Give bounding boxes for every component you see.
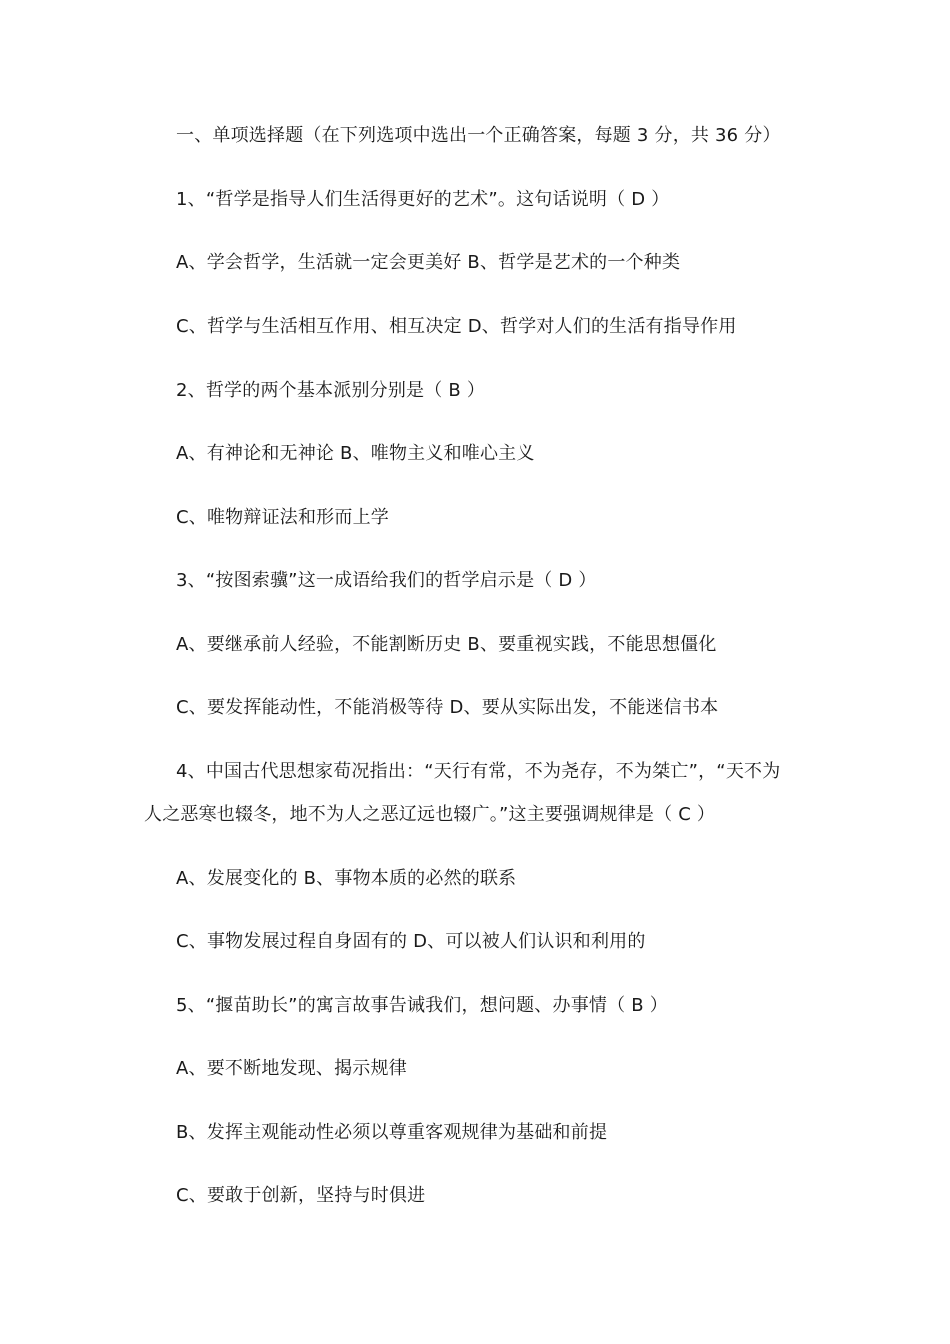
question-5-option-line-1: A、要不断地发现、揭示规律 <box>176 1058 407 1079</box>
question-3-option-line-2: C、要发挥能动性，不能消极等待 D、要从实际出发，不能迷信书本 <box>176 697 719 718</box>
question-1-option-line-1: A、学会哲学，生活就一定会更美好 B、哲学是艺术的一个种类 <box>176 252 681 273</box>
question-5-option-line-2: B、发挥主观能动性必须以尊重客观规律为基础和前提 <box>176 1122 608 1143</box>
question-2-option-line-2: C、唯物辩证法和形而上学 <box>176 507 389 528</box>
question-4-stem-line-1: 4、中国古代思想家荀况指出：“天行有常，不为尧存，不为桀亡”，“天不为 <box>176 761 781 782</box>
section-heading: 一、单项选择题（在下列选项中选出一个正确答案，每题 3 分，共 36 分） <box>176 125 781 146</box>
question-4-stem-line-2: 人之恶寒也辍冬，地不为人之恶辽远也辍广。”这主要强调规律是（ C ） <box>144 804 716 825</box>
question-1-stem: 1、“哲学是指导人们生活得更好的艺术”。这句话说明（ D ） <box>176 189 670 210</box>
question-4-option-line-1: A、发展变化的 B、事物本质的必然的联系 <box>176 868 517 889</box>
question-3-stem: 3、“按图索骥”这一成语给我们的哲学启示是（ D ） <box>176 570 597 591</box>
question-5-option-line-3: C、要敢于创新，坚持与时俱进 <box>176 1185 426 1206</box>
question-4-option-line-2: C、事物发展过程自身固有的 D、可以被人们认识和利用的 <box>176 931 646 952</box>
question-2-stem: 2、哲学的两个基本派别分别是（ B ） <box>176 380 486 401</box>
question-1-option-line-2: C、哲学与生活相互作用、相互决定 D、哲学对人们的生活有指导作用 <box>176 316 737 337</box>
question-5-stem: 5、“揠苗助长”的寓言故事告诫我们，想问题、办事情（ B ） <box>176 995 668 1016</box>
question-3-option-line-1: A、要继承前人经验，不能割断历史 B、要重视实践，不能思想僵化 <box>176 634 717 655</box>
question-2-option-line-1: A、有神论和无神论 B、唯物主义和唯心主义 <box>176 443 535 464</box>
